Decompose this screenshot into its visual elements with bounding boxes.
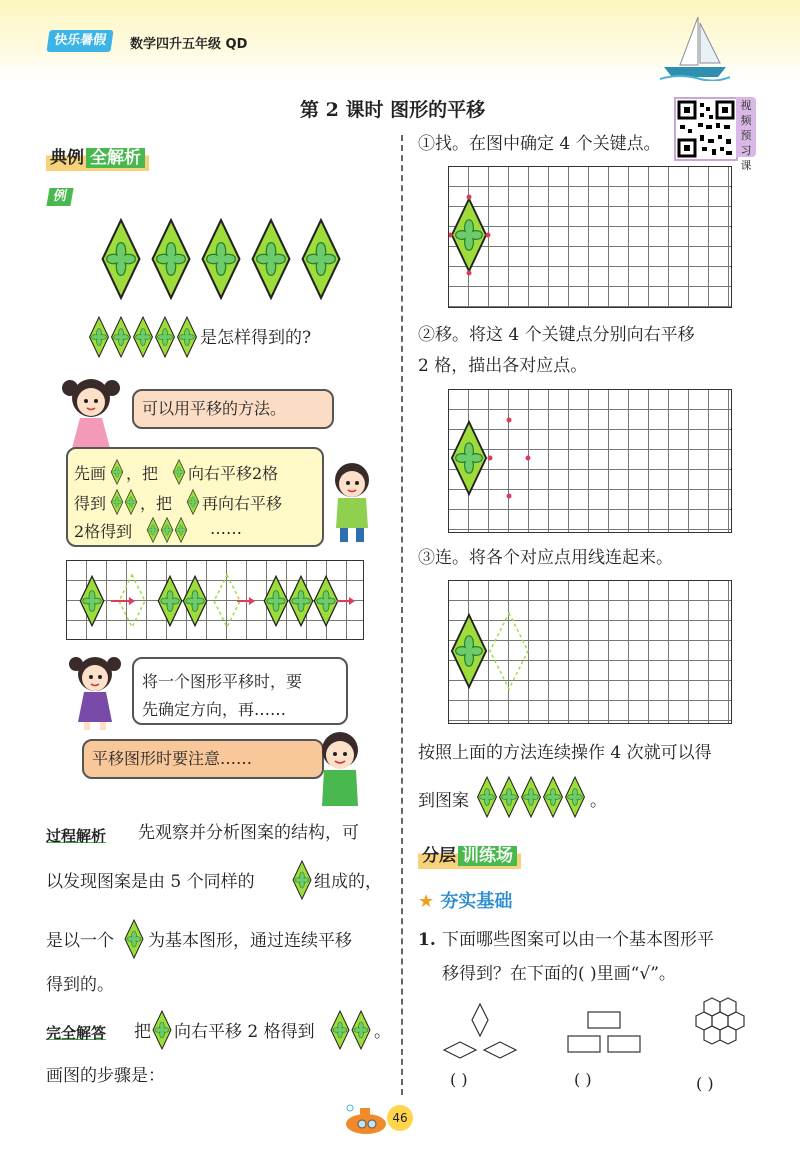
process-line-3a: 是以一个 (46, 931, 114, 951)
bubble-4-text: 平移图形时要注意…… (92, 749, 253, 768)
speech-bubble-3 (132, 657, 348, 725)
step-3-diamond (452, 615, 486, 687)
grid-diamond-2 (158, 576, 181, 625)
step-1-text: ①找。在图中确定 4 个关键点。 (418, 134, 661, 154)
boy-character-icon-2 (312, 728, 368, 812)
full-answer-label: 完全解答 (46, 1024, 107, 1042)
subsection-basics (418, 887, 512, 913)
speech-bubble-2 (66, 447, 324, 547)
step-2-line-2: 2 格，描出各对应点。 (418, 356, 588, 376)
diamond-icon (292, 860, 314, 900)
grid-step-2-figure (449, 390, 731, 532)
star-icon: ★ (418, 891, 435, 912)
step-2-diamond (452, 422, 486, 494)
brand-badge: 快乐暑假 (46, 30, 113, 52)
grid-diamond-3 (183, 576, 206, 625)
answer-line-1a: 把 (134, 1022, 151, 1042)
grid-step-1 (448, 166, 732, 308)
process-line-3b: 为基本图形，通过连续平移 (148, 931, 352, 951)
qr-video-tag (736, 97, 756, 172)
grid-diamond-6 (314, 576, 337, 625)
speech-bubble-4 (82, 739, 324, 779)
section-practice-highlight: 训练场 (458, 846, 517, 866)
grid-step-3 (448, 580, 732, 724)
page-number: 46 (387, 1105, 413, 1131)
option-b-answer-box[interactable]: ( ) (574, 1070, 592, 1089)
grid-step-1-figure (449, 167, 731, 307)
process-line-4: 得到的。 (46, 975, 114, 995)
answer-line-1c: 。 (374, 1022, 391, 1042)
option-c-answer-box[interactable]: ( ) (696, 1074, 714, 1093)
subsection-basics-text: 夯实基础 (440, 891, 513, 912)
section-practice (418, 843, 521, 869)
process-line-2b: 组成的， (314, 872, 382, 892)
three-diamond-icon (146, 517, 192, 543)
bubble-2-l3a: 2格得到 (74, 522, 133, 541)
pattern-diamond-4 (253, 220, 290, 298)
process-line-2a: 以发现图案是由 5 个同样的 (46, 872, 255, 892)
process-line-1: 先观察并分析图案的结构，可 (138, 823, 359, 843)
bubble-1-text: 可以用平移的方法。 (142, 399, 287, 418)
grid-step-3-figure (449, 581, 731, 723)
bubble-3-line-2: 先确定方向，再…… (142, 700, 287, 719)
qr-code[interactable] (674, 97, 738, 161)
option-b-figure (566, 1010, 642, 1054)
bubble-2-l1c: 向右平移2格 (188, 464, 279, 483)
translation-grid-figures (67, 561, 363, 639)
bubble-2-l2c: 再向右平移 (202, 494, 283, 513)
summary-line-2a: 到图案 (418, 791, 469, 811)
grid-diamond-4 (264, 576, 287, 625)
qr-pattern-icon (676, 99, 736, 159)
small-pattern-icon (88, 316, 200, 358)
pattern-diamond-3 (203, 220, 240, 298)
diamond-icon (172, 459, 188, 485)
grid-diamond-1 (80, 576, 103, 625)
diamond-icon (152, 1010, 174, 1050)
process-analysis-label: 过程解析 (46, 827, 107, 845)
pattern-diamond-1 (103, 220, 140, 298)
bubble-2-line-3 (74, 517, 320, 539)
option-a-figure (440, 1000, 520, 1062)
girl-character-icon (58, 372, 124, 456)
bubble-2-l1a: 先画 (74, 464, 107, 483)
step-1-diamond (452, 199, 486, 271)
bubble-2-line-1 (74, 459, 320, 481)
question-1-number: 1. (418, 930, 436, 950)
bubble-3-line-1: 将一个图形平移时，要 (142, 672, 303, 691)
result-pattern-icon (476, 776, 588, 818)
speech-bubble-1 (132, 389, 334, 429)
bubble-2-line-2 (74, 489, 320, 511)
bubble-2-l2a: 得到 (74, 494, 107, 513)
sailboat-icon (660, 15, 730, 81)
section-example-plain: 典例 (50, 148, 84, 168)
diamond-icon (124, 919, 146, 959)
example-pattern (100, 218, 345, 300)
pattern-diamond-2 (153, 220, 190, 298)
option-a-answer-box[interactable]: ( ) (450, 1070, 468, 1089)
bubble-2-l1b: ，把 (126, 464, 159, 483)
column-divider (401, 135, 403, 1095)
girl-character-icon-2 (64, 650, 126, 730)
grid-step-2 (448, 389, 732, 533)
step-3-text: ③连。将各个对应点用线连起来。 (418, 548, 673, 568)
section-example-analysis (46, 145, 149, 171)
grid-diamond-5 (289, 576, 312, 625)
example-tag: 例 (46, 188, 73, 206)
answer-line-2: 画图的步骤是： (46, 1066, 165, 1086)
step-3-outline (490, 613, 528, 689)
section-example-highlight: 全解析 (86, 148, 145, 168)
summary-line-2b: 。 (590, 791, 607, 811)
pattern-diamond-5 (303, 220, 340, 298)
bubble-2-l2b: ，把 (140, 494, 173, 513)
submarine-icon (340, 1100, 390, 1140)
answer-line-1b: 向右平移 2 格得到 (174, 1022, 315, 1042)
section-practice-plain: 分层 (422, 846, 456, 866)
summary-line-1: 按照上面的方法连续操作 4 次就可以得 (418, 743, 712, 763)
two-diamond-icon (330, 1010, 374, 1050)
diamond-icon (186, 489, 202, 515)
question-1-line-1: 下面哪些图案可以由一个基本图形平 (442, 930, 714, 950)
translation-grid-example (66, 560, 364, 640)
subject-label: 数学四升五年级 QD (130, 37, 248, 52)
qr-video-tag-text: 视频预习课 (740, 99, 752, 172)
lesson-title: 第 2 课时 图形的平移 (300, 99, 486, 121)
example-question: 是怎样得到的? (200, 328, 312, 348)
boy-character-icon (326, 458, 378, 544)
question-1-line-2: 移得到？在下面的( )里画“√”。 (442, 964, 676, 984)
option-c-figure (688, 996, 758, 1060)
diamond-icon (110, 459, 126, 485)
two-diamond-icon (110, 489, 140, 515)
step-2-line-1: ②移。将这 4 个关键点分别向右平移 (418, 325, 695, 345)
bubble-2-l3b: …… (210, 519, 242, 538)
